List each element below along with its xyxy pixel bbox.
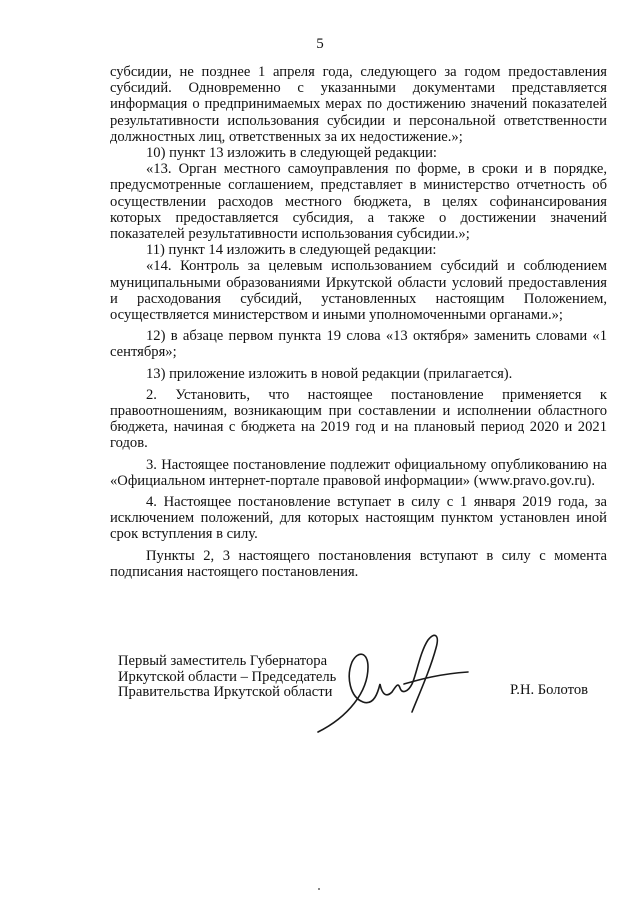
- signer-name: Р.Н. Болотов: [510, 682, 589, 698]
- paragraph: субсидии, не позднее 1 апреля года, следующего за годом предоставления субсидий. Одновременно с указанными документами представляется информация о предпринимаемых мерах по достижению значений показателей результативности использования субсидии и персональной ответственности должностных лиц, ответственных за их недостижение.»;: [110, 64, 607, 145]
- page-number: 5: [316, 36, 324, 52]
- paragraph: 2. Установить, что настоящее постановление применяется к правоотношениям, возникающим при составлении и исполнении областного бюджета, начиная с бюджета на 2019 год и на плановый период 2020 и 2021 годов.: [110, 386, 607, 452]
- scan-dot: [318, 888, 320, 890]
- signer-title: Первый заместитель Губернатора Иркутской области – Председатель Правительства Иркутской области: [118, 653, 337, 700]
- paragraph: 13) приложение изложить в новой редакции (прилагается).: [146, 365, 513, 382]
- paragraph: 3. Настоящее постановление подлежит официальному опубликованию на «Официальном интернет-портале правовой информации» (www.pravo.gov.ru).: [110, 456, 607, 489]
- paragraph: 4. Настоящее постановление вступает в силу с 1 января 2019 года, за исключением положений, для которых настоящим пунктом установлен иной срок вступления в силу.: [110, 494, 607, 543]
- document-body: [110, 64, 607, 580]
- paragraph: 10) пункт 13 изложить в следующей редакции:: [146, 145, 437, 162]
- paragraph: «14. Контроль за целевым использованием субсидий и соблюдением муниципальными образованиями Иркутской области условий предоставления и расходования субсидий, установленных настоящим Положением, осуществляется министерством и иными уполномоченными органами.»;: [110, 258, 607, 324]
- handwritten-signature: [308, 622, 488, 742]
- signature-block: [118, 654, 618, 734]
- paragraph: 11) пункт 14 изложить в следующей редакции:: [146, 242, 437, 259]
- paragraph: 12) в абзаце первом пункта 19 слова «13 октября» заменить словами «1 сентября»;: [110, 328, 607, 361]
- paragraph: «13. Орган местного самоуправления по форме, в сроки и в порядке, предусмотренные соглашением, представляет в министерство отчетность об осуществлении расходов местного бюджета, в целях софинансирования которых предоставляется субсидия, а также о достижении значений показателей результативности использования субсидии.»;: [110, 161, 607, 243]
- paragraph: Пункты 2, 3 настоящего постановления вступают в силу с момента подписания настоящего постановления.: [110, 547, 607, 580]
